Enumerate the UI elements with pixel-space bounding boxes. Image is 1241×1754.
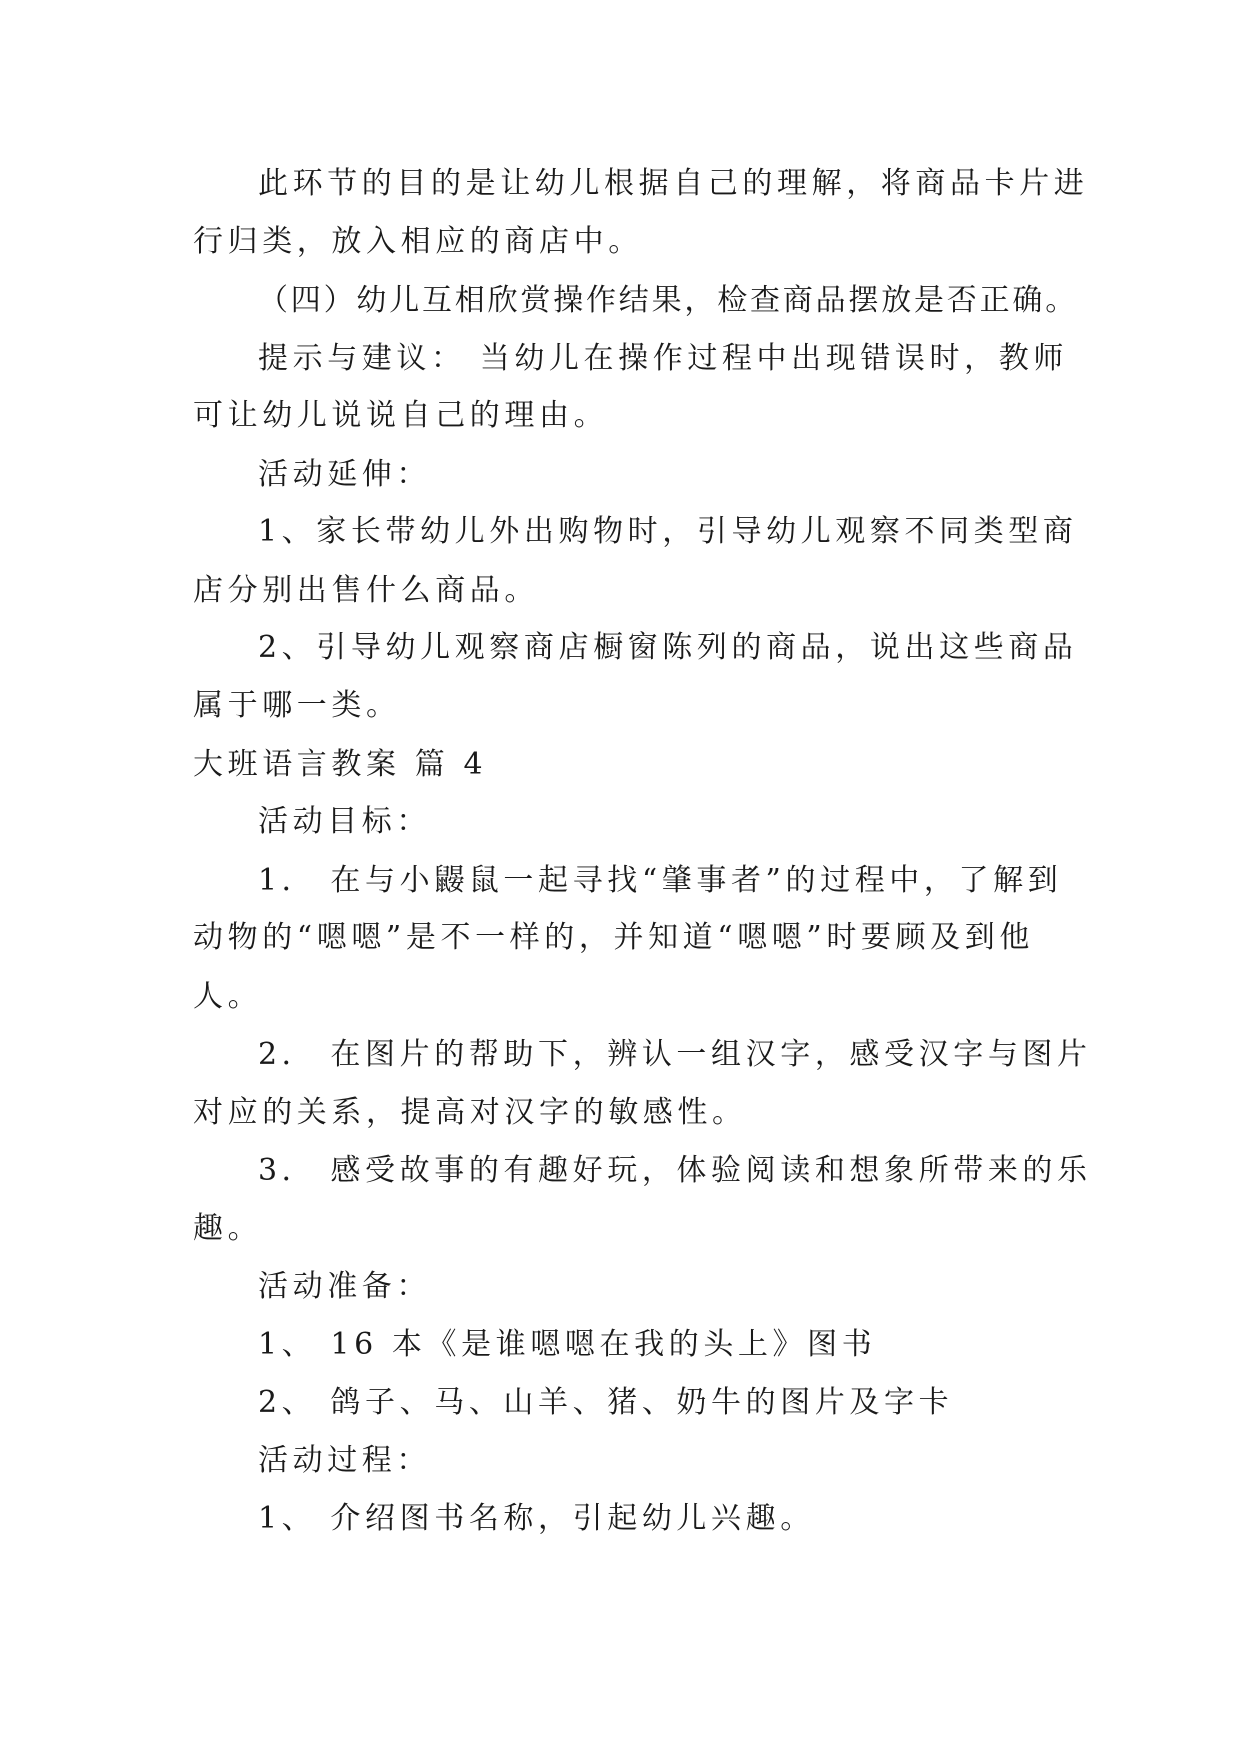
paragraph-line: 店分别出售什么商品。 [193, 573, 539, 608]
step-four-line: （四）幼儿互相欣赏操作结果，检查商品摆放是否正确。 [258, 283, 1078, 318]
list-item: 1、家长带幼儿外出购物时，引导幼儿观察不同类型商 [258, 514, 1078, 549]
list-item: 2． 在图片的帮助下，辨认一组汉字，感受汉字与图片 [258, 1037, 1092, 1072]
list-item: 1、 16 本《是谁嗯嗯在我的头上》图书 [258, 1327, 877, 1362]
paragraph-line: 趣。 [193, 1211, 263, 1246]
section-title: 大班语言教案 篇 4 [193, 747, 488, 782]
list-item: 1、 介绍图书名称，引起幼儿兴趣。 [258, 1501, 815, 1536]
activity-process-heading: 活动过程： [258, 1443, 431, 1478]
activity-goals-heading: 活动目标： [258, 804, 431, 839]
list-item: 1． 在与小鼹鼠一起寻找“肇事者”的过程中，了解到 [258, 863, 1063, 898]
paragraph-line: 此环节的目的是让幼儿根据自己的理解，将商品卡片进 [258, 166, 1089, 201]
paragraph-line: 动物的“嗯嗯”是不一样的，并知道“嗯嗯”时要顾及到他 [193, 920, 1034, 955]
list-item: 2、引导幼儿观察商店橱窗陈列的商品，说出这些商品 [258, 630, 1078, 665]
list-item: 3． 感受故事的有趣好玩，体验阅读和想象所带来的乐 [258, 1153, 1092, 1188]
paragraph-line: 行归类，放入相应的商店中。 [193, 224, 643, 259]
tips-line: 提示与建议： 当幼儿在操作过程中出现错误时，教师 [258, 341, 1068, 376]
paragraph-line: 人。 [193, 979, 263, 1014]
activity-extension-heading: 活动延伸： [258, 457, 431, 492]
paragraph-line: 可让幼儿说说自己的理由。 [193, 398, 609, 433]
activity-preparation-heading: 活动准备： [258, 1269, 431, 1304]
paragraph-line: 对应的关系，提高对汉字的敏感性。 [193, 1095, 747, 1130]
paragraph-line: 属于哪一类。 [193, 688, 401, 723]
list-item: 2、 鸽子、马、山羊、猪、奶牛的图片及字卡 [258, 1385, 954, 1420]
